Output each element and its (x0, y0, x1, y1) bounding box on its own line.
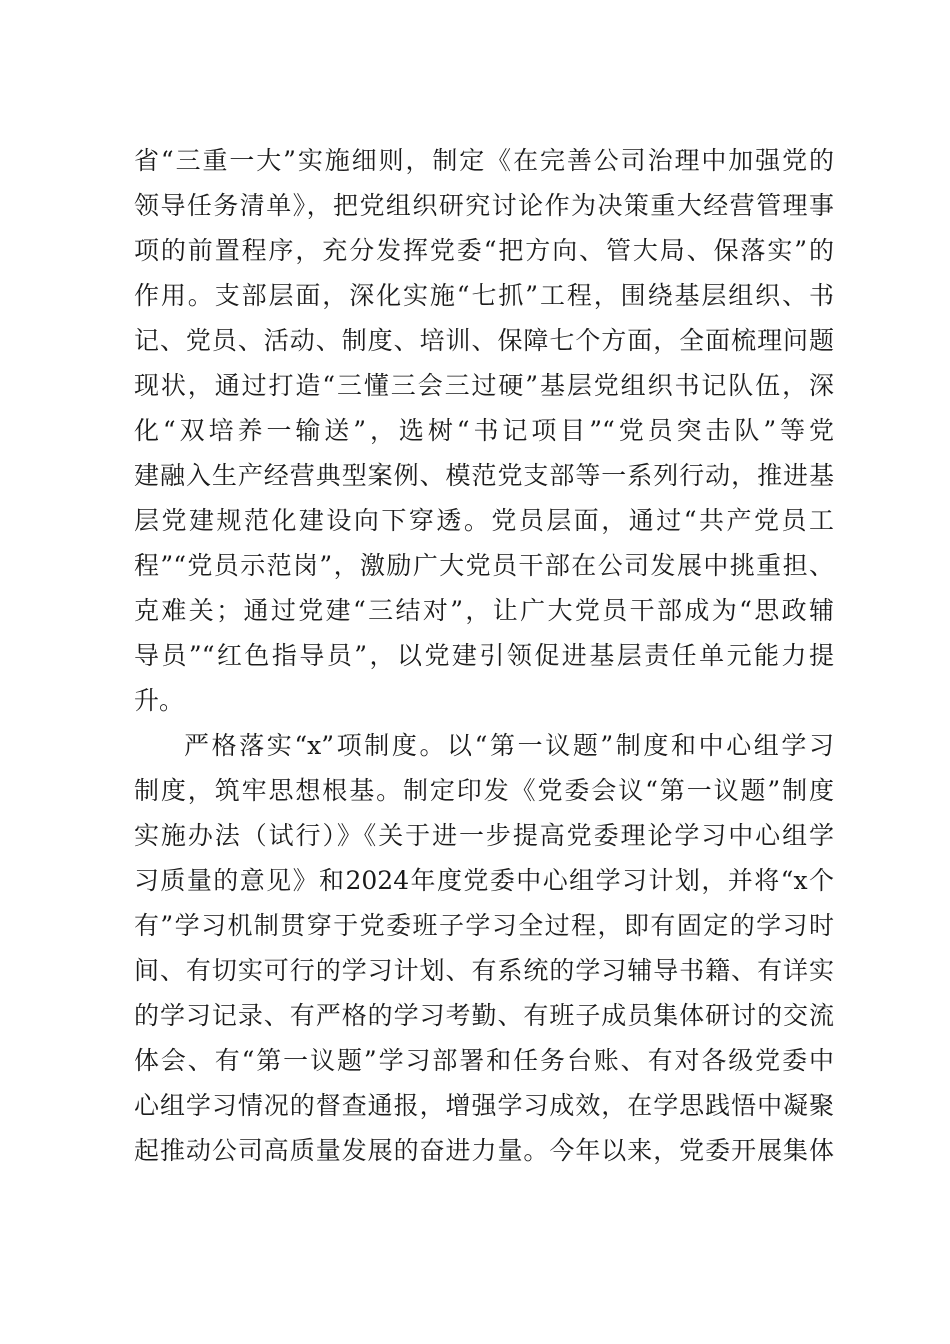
text-line: 领导任务清单》，把党组织研究讨论作为决策重大经营管理事 (134, 191, 834, 220)
text-line: 间、有切实可行的学习计划、有系统的学习辅导书籍、有详实 (134, 956, 834, 985)
text-line: 导员”“红色指导员”，以党建引领促进基层责任单元能力提 (134, 641, 834, 670)
text-line: 作用。支部层面，深化实施“七抓”工程，围绕基层组织、书 (134, 281, 834, 310)
text-line: 的学习记录、有严格的学习考勤、有班子成员集体研讨的交流 (134, 1001, 834, 1030)
text-line: 省“三重一大”实施细则，制定《在完善公司治理中加强党的 (134, 146, 834, 175)
text-line: 建融入生产经营典型案例、模范党支部等一系列行动，推进基 (134, 461, 834, 490)
text-line: 体会、有“第一议题”学习部署和任务台账、有对各级党委中 (134, 1046, 834, 1075)
text-line: 严格落实“x”项制度。以“第一议题”制度和中心组学习 (184, 731, 834, 760)
text-line: 化“双培养一输送”，选树“书记项目”“党员突击队”等党 (134, 416, 834, 445)
text-line: 程”“党员示范岗”，激励广大党员干部在公司发展中挑重担、 (134, 551, 834, 580)
text-line: 项的前置程序，充分发挥党委“把方向、管大局、保落实”的 (134, 236, 834, 265)
text-line: 习质量的意见》和2024年度党委中心组学习计划，并将“x个 (134, 866, 834, 895)
text-line: 实施办法（试行）》《关于进一步提高党委理论学习中心组学 (134, 821, 834, 850)
text-line: 制度，筑牢思想根基。制定印发《党委会议“第一议题”制度 (134, 776, 834, 805)
text-line: 起推动公司高质量发展的奋进力量。今年以来，党委开展集体 (134, 1136, 834, 1165)
text-line: 现状，通过打造“三懂三会三过硬”基层党组织书记队伍，深 (134, 371, 834, 400)
text-line: 记、党员、活动、制度、培训、保障七个方面，全面梳理问题 (134, 326, 834, 355)
paragraph-study-system (134, 723, 834, 1173)
text-line: 层党建规范化建设向下穿透。党员层面，通过“共产党员工 (134, 506, 834, 535)
text-line: 心组学习情况的督查通报，增强学习成效，在学思践悟中凝聚 (134, 1091, 834, 1120)
text-line: 有”学习机制贯穿于党委班子学习全过程，即有固定的学习时 (134, 911, 834, 940)
paragraph-party-building-levels (134, 138, 834, 723)
text-line: 克难关；通过党建“三结对”，让广大党员干部成为“思政辅 (134, 596, 834, 625)
text-line: 升。 (134, 686, 185, 715)
document-body (134, 138, 834, 1173)
